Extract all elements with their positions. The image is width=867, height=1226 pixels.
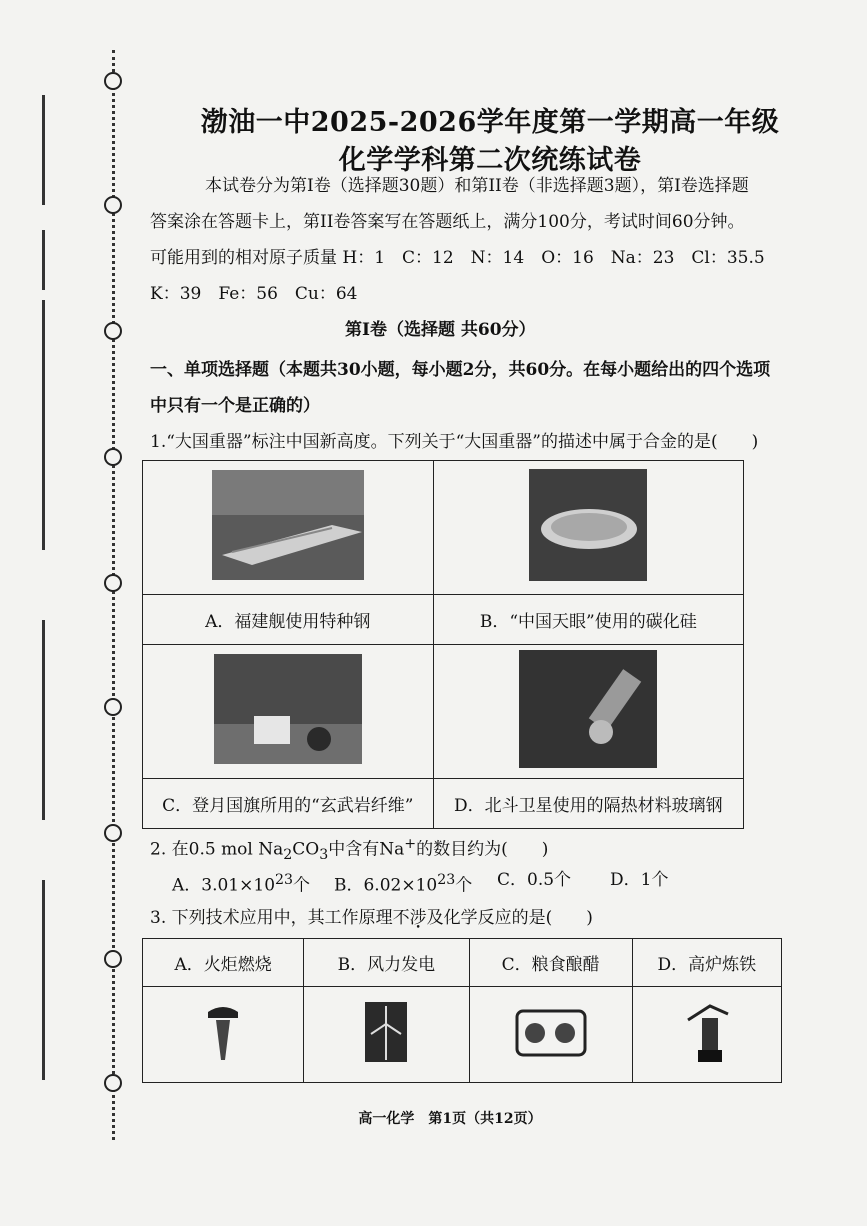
wind-turbine-image-cell xyxy=(304,987,469,1083)
intro-atomic-masses: 可能用到的相对原子质量 H：1 C：12 N：14 O：16 Na：23 Cl：35.5 xyxy=(150,248,765,268)
intro-atomic-masses-cont: K：39 Fe：56 Cu：64 xyxy=(150,284,358,304)
option-a-label: A．福建舰使用特种钢 xyxy=(143,595,434,645)
option-b-label: B．“中国天眼”使用的碳化硅 xyxy=(433,595,743,645)
wind-turbine-icon xyxy=(365,1002,407,1062)
binding-hole xyxy=(104,950,122,968)
binding-hole xyxy=(104,322,122,340)
intro-line1: 本试卷分为第I卷（选择题30题）和第II卷（非选择题3题），第I卷选择题 xyxy=(205,176,749,196)
question-2-option-b: B．$6.02\times 10^{23}$个 xyxy=(334,872,473,896)
binding-hole xyxy=(104,196,122,214)
option-c-image-cell xyxy=(143,645,434,779)
option-d-label: D．高炉炼铁 xyxy=(632,939,781,987)
page-footer: 高一化学 第1页（共12页） xyxy=(358,1111,542,1127)
fast-telescope-photo xyxy=(529,469,647,581)
question-2-stem: 2. 在0.5 mol $Na_2CO_3$中含有Na+的数目约为( ) xyxy=(150,836,549,864)
aircraft-carrier-photo xyxy=(212,470,364,580)
question-3-options-table xyxy=(142,938,782,1083)
vinegar-machine-image-cell xyxy=(469,987,632,1083)
binding-hole xyxy=(104,698,122,716)
blast-furnace-image-cell xyxy=(632,987,781,1083)
option-b-label: B．风力发电 xyxy=(304,939,469,987)
option-d-image-cell xyxy=(433,645,743,779)
question-2-option-a: A．$3.01\times 10^{23}$个 xyxy=(172,872,311,896)
option-c-label: C．登月国旗所用的“玄武岩纤维” xyxy=(143,779,434,829)
part-one-heading: 一、单项选择题（本题共30小题，每小题2分，共60分。在每小题给出的四个选项 xyxy=(150,360,771,380)
option-a-image-cell xyxy=(143,461,434,595)
section-title: 第I卷（选择题 共60分） xyxy=(345,320,536,340)
blast-furnace-icon xyxy=(680,1000,734,1064)
binding-hole xyxy=(104,72,122,90)
exam-title-line1: 渤油一中2025-2026学年度第一学期高一年级 xyxy=(200,107,780,138)
option-a-label: A．火炬燃烧 xyxy=(143,939,304,987)
option-b-image-cell xyxy=(433,461,743,595)
beidou-satellite-photo xyxy=(519,650,657,768)
binding-hole xyxy=(104,448,122,466)
option-d-label: D．北斗卫星使用的隔热材料玻璃钢 xyxy=(433,779,743,829)
edge-scan-mark xyxy=(42,300,45,550)
exam-title-line2: 化学学科第二次统练试卷 xyxy=(338,145,642,176)
vinegar-machine-icon xyxy=(511,1001,591,1063)
edge-scan-mark xyxy=(42,230,45,290)
option-c-label: C．粮食酿醋 xyxy=(469,939,632,987)
binding-hole xyxy=(104,574,122,592)
question-2-option-c: C．0.5个 xyxy=(497,870,572,890)
intro-line2: 答案涂在答题卡上，第II卷答案写在答题纸上，满分100分，考试时间60分钟。 xyxy=(150,212,745,232)
lunar-flag-photo xyxy=(214,654,362,764)
torch-icon xyxy=(198,1002,248,1062)
question-1-options-table xyxy=(142,460,744,829)
part-one-heading-cont: 中只有一个是正确的） xyxy=(150,396,320,416)
torch-image-cell xyxy=(143,987,304,1083)
question-1-stem: 1.“大国重器”标注中国新高度。下列关于“大国重器”的描述中属于合金的是( ) xyxy=(150,432,759,452)
edge-scan-mark xyxy=(42,620,45,820)
binding-hole xyxy=(104,1074,122,1092)
edge-scan-mark xyxy=(42,880,45,1080)
question-3-stem: 3. 下列技术应用中，其工作原理不涉及化学反应的是( ) xyxy=(150,908,593,928)
emphasis-text: 不涉及 xyxy=(392,908,444,928)
question-2-option-d: D．1个 xyxy=(610,870,669,890)
binding-hole xyxy=(104,824,122,842)
edge-scan-mark xyxy=(42,95,45,205)
